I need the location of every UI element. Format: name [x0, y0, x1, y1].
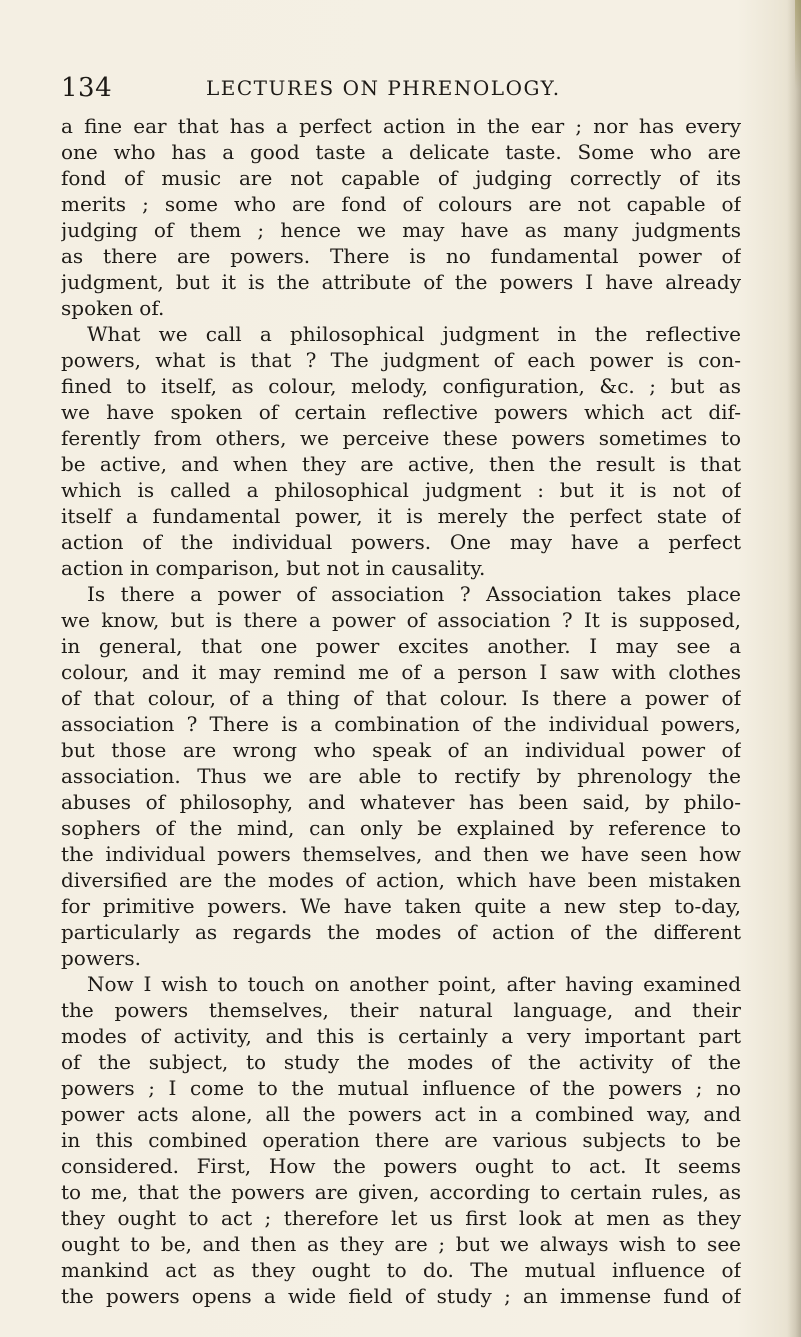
text-line: we have spoken of certain reflective powers which act dif- [61, 400, 741, 424]
running-head: LECTURES ON PHRENOLOGY. [206, 76, 561, 100]
text-line: particularly as regards the modes of action of the different [61, 920, 741, 944]
text-line: but those are wrong who speak of an individual power of [61, 738, 741, 762]
text-line: ferently from others, we perceive these powers sometimes to [61, 426, 741, 450]
text-line: of that colour, of a thing of that colour. Is there a power of [61, 686, 741, 710]
text-line: the individual powers themselves, and then we have seen how [61, 842, 741, 866]
text-line: which is called a philosophical judgment : but it is not of [61, 478, 741, 502]
text-line: we know, but is there a power of association ? It is supposed, [61, 608, 741, 632]
text-line: the powers themselves, their natural language, and their [61, 998, 741, 1022]
text-line: powers, what is that ? The judgment of each power is con- [61, 348, 741, 372]
page-edge-shadow [787, 0, 801, 1337]
text-line: of the subject, to study the modes of the activity of the [61, 1050, 741, 1074]
text-line: spoken of. [61, 296, 165, 320]
text-line: merits ; some who are fond of colours are not capable of [61, 192, 741, 216]
text-line: modes of activity, and this is certainly a very important part [61, 1024, 741, 1048]
text-line: diversified are the modes of action, which have been mistaken [61, 868, 741, 892]
page-edge-mark [795, 0, 801, 90]
text-line: for primitive powers. We have taken quite a new step to-day, [61, 894, 741, 918]
text-line: ought to be, and then as they are ; but we always wish to see [61, 1232, 741, 1256]
page-number: 134 [61, 73, 113, 103]
text-line: as there are powers. There is no fundamental power of [61, 244, 741, 268]
text-line: action in comparison, but not in causality. [61, 556, 486, 580]
text-line: they ought to act ; therefore let us first look at men as they [61, 1206, 741, 1230]
text-line: judgment, but it is the attribute of the powers I have already [61, 270, 741, 294]
text-line: powers ; I come to the mutual influence of the powers ; no [61, 1076, 741, 1100]
text-line: powers. [61, 946, 141, 970]
text-line: in general, that one power excites another. I may see a [61, 634, 741, 658]
text-line: power acts alone, all the powers act in a combined way, and [61, 1102, 741, 1126]
text-line: judging of them ; hence we may have as many judgments [61, 218, 741, 242]
text-line: considered. First, How the powers ought to act. It seems [61, 1154, 741, 1178]
text-line: a fine ear that has a perfect action in the ear ; nor has every [61, 114, 741, 138]
text-line: colour, and it may remind me of a person I saw with clothes [61, 660, 741, 684]
paragraph-start-line: Is there a power of association ? Association takes place [87, 582, 741, 606]
text-line: fined to itself, as colour, melody, configuration, &c. ; but as [61, 374, 741, 398]
body-text [61, 113, 741, 1309]
text-line: be active, and when they are active, then the result is that [61, 452, 741, 476]
text-line: association ? There is a combination of the individual powers, [61, 712, 741, 736]
page-header [61, 70, 741, 106]
text-line: mankind act as they ought to do. The mutual influence of [61, 1258, 741, 1282]
paragraph-start-line: What we call a philosophical judgment in the reflective [87, 322, 741, 346]
paragraph-start-line: Now I wish to touch on another point, after having examined [87, 972, 741, 996]
text-line: sophers of the mind, can only be explained by reference to [61, 816, 741, 840]
text-line: in this combined operation there are various subjects to be [61, 1128, 741, 1152]
text-line: one who has a good taste a delicate taste. Some who are [61, 140, 741, 164]
text-line: action of the individual powers. One may have a perfect [61, 530, 741, 554]
text-line: the powers opens a wide field of study ; an immense fund of [61, 1284, 741, 1308]
text-line: abuses of philosophy, and whatever has been said, by philo- [61, 790, 741, 814]
text-line: itself a fundamental power, it is merely the perfect state of [61, 504, 741, 528]
text-line: fond of music are not capable of judging correctly of its [61, 166, 741, 190]
text-line: association. Thus we are able to rectify by phrenology the [61, 764, 741, 788]
text-line: to me, that the powers are given, according to certain rules, as [61, 1180, 741, 1204]
